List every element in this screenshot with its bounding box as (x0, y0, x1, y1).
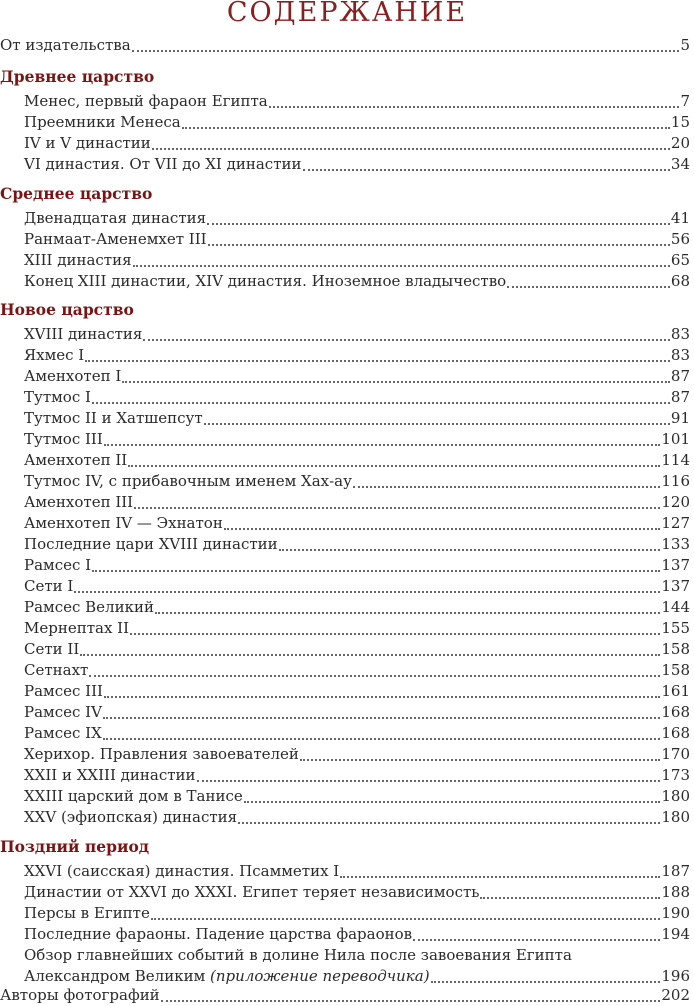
toc-entry-page: 144 (661, 598, 690, 616)
toc-entry-page: 68 (670, 272, 690, 290)
leader-dots (507, 286, 670, 288)
toc-entry[interactable] (0, 807, 694, 828)
toc-entry[interactable] (0, 154, 694, 175)
toc-entry-label: Тутмос I (24, 388, 91, 406)
toc-entry[interactable] (0, 924, 694, 945)
leader-dots (92, 570, 660, 572)
leader-dots (85, 360, 670, 362)
leader-dots (431, 981, 661, 983)
toc-entry-page: 187 (661, 862, 690, 880)
leader-dots (303, 169, 670, 171)
toc-entry-label: Херихор. Правления завоевателей (24, 745, 299, 763)
toc-entry-label: Рамсес IX (24, 724, 102, 742)
toc-entry-label: XXII и XXIII династии (24, 766, 196, 784)
toc-entry-page: 20 (670, 134, 690, 152)
toc-entry[interactable] (0, 966, 694, 987)
toc-entry-label: XXVI (саисская) династия. Псамметих I (24, 862, 340, 880)
toc-entry-page: 180 (661, 808, 690, 826)
toc-entry[interactable] (0, 639, 694, 660)
toc-entry[interactable] (0, 882, 694, 903)
leader-dots (104, 444, 661, 446)
toc-entry-label-line2: Александром Великим (24, 967, 206, 985)
toc-entry-label: Сетнахт (24, 661, 89, 679)
toc-entry-page: 87 (670, 367, 690, 385)
toc-entry[interactable] (0, 112, 694, 133)
toc-entry-page: 161 (661, 682, 690, 700)
leader-dots (480, 897, 660, 899)
toc-entry[interactable] (0, 366, 694, 387)
toc-entry[interactable] (0, 324, 694, 345)
leader-dots (208, 244, 670, 246)
toc-entry-label: XXV (эфиопская) династия (24, 808, 238, 826)
leader-dots (74, 591, 660, 593)
leader-dots (207, 223, 670, 225)
toc-entry-page: 114 (661, 451, 690, 469)
leader-dots (413, 939, 660, 941)
leader-dots (279, 549, 661, 551)
toc-entry-page: 65 (670, 251, 690, 269)
section-heading: Поздний период (0, 837, 150, 856)
toc-entry-label: Сети I (24, 577, 74, 595)
leader-dots (182, 127, 670, 129)
toc-entry[interactable] (0, 513, 694, 534)
toc-entry-page: 5 (680, 36, 690, 54)
leader-dots (122, 381, 670, 383)
toc-entry[interactable] (0, 576, 694, 597)
toc-entry-page: 127 (661, 514, 690, 532)
toc-entry[interactable] (0, 250, 694, 271)
toc-entry-page: 188 (661, 883, 690, 901)
toc-entry-page: 196 (661, 967, 690, 985)
toc-entry-page: 202 (661, 986, 690, 1004)
toc-entry[interactable] (0, 345, 694, 366)
toc-entry[interactable] (0, 903, 694, 924)
toc-entry[interactable] (0, 618, 694, 639)
toc-entry-page: 56 (670, 230, 690, 248)
toc-entry-label: Преемники Менеса (24, 113, 181, 131)
toc-entry[interactable] (0, 555, 694, 576)
leader-dots (130, 633, 660, 635)
toc-entry-label: Последние цари XVIII династии (24, 535, 278, 553)
leader-dots (224, 528, 661, 530)
toc-entry[interactable] (0, 429, 694, 450)
toc-entry-label: Аменхотеп III (24, 493, 134, 511)
toc-entry-label: Рамсес I (24, 556, 92, 574)
toc-entry-page: 137 (661, 577, 690, 595)
toc-entry-label: XVIII династия (24, 325, 143, 343)
toc-entry-label: Конец XIII династии, XIV династия. Иноземное владычество (24, 272, 507, 290)
toc-entry-page: 120 (661, 493, 690, 511)
leader-dots (103, 738, 661, 740)
toc-entry[interactable] (0, 534, 694, 555)
toc-entry-label: Аменхотеп II (24, 451, 128, 469)
toc-entry[interactable] (0, 985, 694, 1006)
toc-entry[interactable] (0, 408, 694, 429)
toc-entry-page: 91 (670, 409, 690, 427)
toc-entry-page: 116 (661, 472, 690, 490)
toc-entry-label: XXIII царский дом в Танисе (24, 787, 243, 805)
toc-entry-page: 158 (661, 661, 690, 679)
toc-entry-label: Мернептах II (24, 619, 130, 637)
toc-entry-label: Ранмаат-Аменемхет III (24, 230, 207, 248)
toc-entry[interactable] (0, 786, 694, 807)
toc-entry-label: Яхмес I (24, 346, 85, 364)
toc-entry[interactable] (0, 450, 694, 471)
leader-dots (155, 612, 660, 614)
toc-entry[interactable] (0, 660, 694, 681)
toc-entry-label: Династии от XXVI до XXXI. Египет теряет независимость (24, 883, 480, 901)
toc-entry-label: XIII династия (24, 251, 132, 269)
toc-entry-label (24, 966, 430, 987)
toc-entry[interactable] (0, 208, 694, 229)
toc-entry[interactable] (0, 681, 694, 702)
toc-entry-label: Тутмос III (24, 430, 103, 448)
toc-entry[interactable] (0, 91, 694, 112)
toc-entry-page: 101 (661, 430, 690, 448)
toc-entry-page: 155 (661, 619, 690, 637)
toc-entry-page: 158 (661, 640, 690, 658)
toc-entry-label-line1[interactable]: Обзор главнейших событий в долине Нила после завоевания Египта (24, 946, 572, 964)
leader-dots (244, 801, 661, 803)
leader-dots (143, 339, 670, 341)
toc-entry-label: Менес, первый фараон Египта (24, 92, 268, 110)
toc-entry-page: 170 (661, 745, 690, 763)
toc-entry-page: 7 (680, 92, 690, 110)
leader-dots (128, 465, 660, 467)
leader-dots (197, 780, 661, 782)
toc-entry-note: (приложение переводчика) (210, 967, 430, 985)
toc-entry-page: 83 (670, 346, 690, 364)
toc-entry-label: Двенадцатая династия (24, 209, 207, 227)
toc-entry-label: Сети II (24, 640, 80, 658)
toc-entry-label: Аменхотеп IV — Эхнатон (24, 514, 223, 532)
section-heading: Среднее царство (0, 184, 153, 203)
leader-dots (161, 1000, 661, 1002)
toc-entry-page: 15 (670, 113, 690, 131)
toc-entry-label: Персы в Египте (24, 904, 150, 922)
toc-entry[interactable] (0, 723, 694, 744)
leader-dots (340, 876, 660, 878)
toc-entry-label: Рамсес Великий (24, 598, 154, 616)
leader-dots (133, 265, 670, 267)
toc-entry[interactable] (0, 702, 694, 723)
toc-entry-page: 133 (661, 535, 690, 553)
toc-entry-label: От издательства (0, 36, 131, 54)
leader-dots (152, 148, 670, 150)
toc-entry-label: Тутмос IV, с прибавочным именем Хах-ау (24, 472, 352, 490)
toc-entry-label: IV и V династии (24, 134, 151, 152)
toc-entry-page: 180 (661, 787, 690, 805)
toc-entry-page: 190 (661, 904, 690, 922)
leader-dots (80, 654, 660, 656)
toc-entry[interactable] (0, 133, 694, 154)
leader-dots (238, 822, 660, 824)
toc-entry-label: Аменхотеп I (24, 367, 122, 385)
leader-dots (300, 759, 660, 761)
toc-entry[interactable] (0, 861, 694, 882)
toc-entry-page: 137 (661, 556, 690, 574)
toc-entry[interactable] (0, 271, 694, 292)
toc-entry-label: Тутмос II и Хатшепсут (24, 409, 203, 427)
toc-entry[interactable] (0, 35, 694, 56)
toc-entry-page: 34 (670, 155, 690, 173)
toc-entry[interactable] (0, 387, 694, 408)
toc-entry[interactable] (0, 471, 694, 492)
leader-dots (92, 402, 670, 404)
toc-entry-page: 41 (670, 209, 690, 227)
toc-entry[interactable] (0, 765, 694, 786)
page-title: СОДЕРЖАНИЕ (226, 0, 468, 28)
toc-entry[interactable] (0, 492, 694, 513)
toc-entry-page: 168 (661, 724, 690, 742)
toc-entry-label: Рамсес IV (24, 703, 102, 721)
toc-entry[interactable] (0, 597, 694, 618)
toc-entry[interactable] (0, 229, 694, 250)
section-heading: Древнее царство (0, 67, 155, 86)
leader-dots (353, 486, 660, 488)
section-heading: Новое царство (0, 300, 134, 319)
leader-dots (134, 507, 660, 509)
toc-entry[interactable] (0, 744, 694, 765)
toc-entry-page: 168 (661, 703, 690, 721)
leader-dots (89, 675, 660, 677)
toc-entry-label: Последние фараоны. Падение царства фараонов (24, 925, 413, 943)
leader-dots (103, 717, 660, 719)
leader-dots (132, 50, 680, 52)
toc-entry-page: 83 (670, 325, 690, 343)
leader-dots (151, 918, 661, 920)
toc-entry-page: 173 (661, 766, 690, 784)
toc-entry-label: VI династия. От VII до XI династии (24, 155, 302, 173)
toc-entry-page: 194 (661, 925, 690, 943)
leader-dots (104, 696, 660, 698)
toc-entry-label: Рамсес III (24, 682, 103, 700)
leader-dots (204, 423, 670, 425)
toc-entry-page: 87 (670, 388, 690, 406)
leader-dots (269, 106, 680, 108)
toc-entry-label: Авторы фотографий (0, 986, 160, 1004)
